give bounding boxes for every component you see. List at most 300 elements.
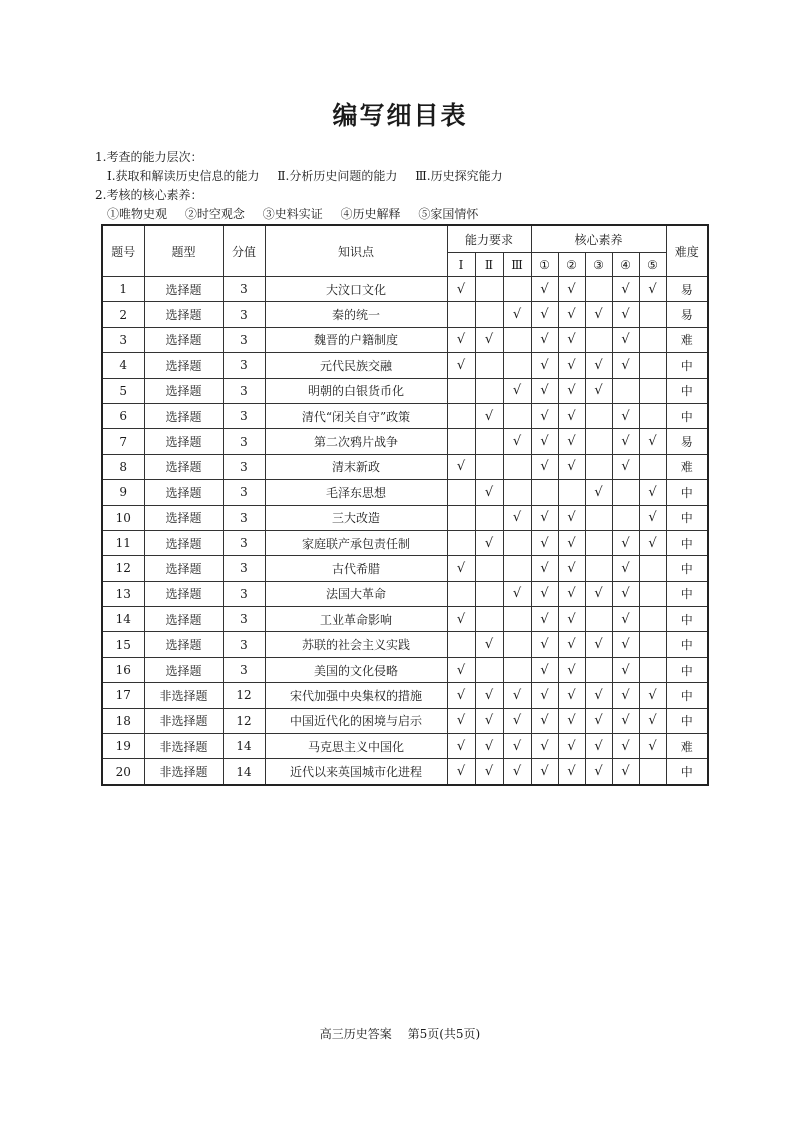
ability-2-cell: √ <box>475 403 503 428</box>
header-row <box>102 225 708 253</box>
difficulty-cell: 中 <box>666 657 708 682</box>
ability-level-item: Ⅱ.分析历史问题的能力 <box>277 169 398 183</box>
ability-3-cell <box>503 607 531 632</box>
question-type: 选择题 <box>144 556 223 581</box>
literacy-2-cell: √ <box>558 277 585 302</box>
core-literacy-item: ①唯物史观 <box>107 207 168 221</box>
difficulty-cell: 难 <box>666 327 708 352</box>
literacy-1-cell: √ <box>531 530 558 555</box>
knowledge-point: 美国的文化侵略 <box>265 657 447 682</box>
literacy-3-cell <box>585 530 612 555</box>
ability-2-cell <box>475 302 503 327</box>
literacy-5-cell <box>639 632 666 657</box>
question-type: 选择题 <box>144 632 223 657</box>
footer-subject: 高三历史答案 <box>319 1027 392 1041</box>
literacy-5-cell: √ <box>639 480 666 505</box>
literacy-2-cell: √ <box>558 632 585 657</box>
literacy-4-cell: √ <box>612 683 639 708</box>
literacy-5-cell <box>639 581 666 606</box>
header-ability: 能力要求 <box>447 225 531 253</box>
literacy-5-cell <box>639 403 666 428</box>
footer-page-number: 第5页(共5页) <box>407 1027 481 1041</box>
literacy-3-cell: √ <box>585 480 612 505</box>
header-no: 题号 <box>102 225 144 277</box>
ability-2-cell <box>475 277 503 302</box>
literacy-1-cell: √ <box>531 353 558 378</box>
literacy-2-cell: √ <box>558 302 585 327</box>
literacy-2-cell: √ <box>558 454 585 479</box>
literacy-2-cell: √ <box>558 759 585 785</box>
literacy-1-cell: √ <box>531 302 558 327</box>
ability-1-cell <box>447 378 475 403</box>
literacy-1-cell: √ <box>531 277 558 302</box>
literacy-5-cell: √ <box>639 708 666 733</box>
ability-3-cell <box>503 403 531 428</box>
question-number: 8 <box>102 454 144 479</box>
ability-1-cell <box>447 403 475 428</box>
literacy-1-cell: √ <box>531 403 558 428</box>
question-number: 4 <box>102 353 144 378</box>
question-number: 20 <box>102 759 144 785</box>
knowledge-point: 明朝的白银货币化 <box>265 378 447 403</box>
ability-1-cell <box>447 581 475 606</box>
difficulty-cell: 中 <box>666 632 708 657</box>
literacy-3-cell: √ <box>585 353 612 378</box>
table-row <box>102 277 708 302</box>
literacy-2-cell: √ <box>558 378 585 403</box>
literacy-2-cell: √ <box>558 657 585 682</box>
literacy-3-cell <box>585 607 612 632</box>
question-score: 3 <box>223 581 265 606</box>
question-number: 5 <box>102 378 144 403</box>
question-score: 3 <box>223 429 265 454</box>
question-score: 12 <box>223 708 265 733</box>
literacy-2-cell: √ <box>558 353 585 378</box>
table-row <box>102 429 708 454</box>
page-footer <box>0 1025 800 1042</box>
ability-3-cell <box>503 277 531 302</box>
ability-3-cell <box>503 327 531 352</box>
table-row <box>102 454 708 479</box>
question-score: 3 <box>223 378 265 403</box>
literacy-5-cell: √ <box>639 505 666 530</box>
question-score: 3 <box>223 454 265 479</box>
table-row <box>102 480 708 505</box>
ability-2-cell <box>475 556 503 581</box>
ability-2-cell <box>475 657 503 682</box>
literacy-4-cell: √ <box>612 403 639 428</box>
exam-notes <box>95 148 503 224</box>
ability-2-cell <box>475 353 503 378</box>
table-row <box>102 657 708 682</box>
ability-levels-list <box>95 167 503 186</box>
literacy-4-cell <box>612 378 639 403</box>
literacy-2-cell: √ <box>558 556 585 581</box>
ability-1-cell <box>447 480 475 505</box>
core-literacy-item: ⑤家国情怀 <box>418 207 479 221</box>
table-row <box>102 759 708 785</box>
literacy-3-cell: √ <box>585 302 612 327</box>
ability-2-cell <box>475 581 503 606</box>
question-number: 7 <box>102 429 144 454</box>
question-score: 3 <box>223 353 265 378</box>
ability-3-cell <box>503 353 531 378</box>
table-row <box>102 556 708 581</box>
question-type: 选择题 <box>144 505 223 530</box>
literacy-4-cell: √ <box>612 734 639 759</box>
literacy-2-cell <box>558 480 585 505</box>
table-row <box>102 353 708 378</box>
question-type: 选择题 <box>144 480 223 505</box>
difficulty-cell: 中 <box>666 607 708 632</box>
literacy-5-cell <box>639 607 666 632</box>
header-literacy-1: ① <box>531 253 558 277</box>
literacy-5-cell <box>639 302 666 327</box>
ability-2-cell <box>475 429 503 454</box>
question-score: 3 <box>223 403 265 428</box>
ability-3-cell: √ <box>503 734 531 759</box>
literacy-2-cell: √ <box>558 607 585 632</box>
ability-2-cell <box>475 607 503 632</box>
ability-3-cell: √ <box>503 378 531 403</box>
ability-1-cell: √ <box>447 734 475 759</box>
ability-3-cell <box>503 632 531 657</box>
ability-2-cell: √ <box>475 480 503 505</box>
header-ability-2: Ⅱ <box>475 253 503 277</box>
header-ability-3: Ⅲ <box>503 253 531 277</box>
literacy-4-cell: √ <box>612 302 639 327</box>
difficulty-cell: 中 <box>666 378 708 403</box>
literacy-3-cell: √ <box>585 734 612 759</box>
question-score: 3 <box>223 302 265 327</box>
question-type: 选择题 <box>144 277 223 302</box>
difficulty-cell: 中 <box>666 480 708 505</box>
ability-level-item: Ⅲ.历史探究能力 <box>415 169 503 183</box>
ability-2-cell: √ <box>475 632 503 657</box>
ability-3-cell: √ <box>503 581 531 606</box>
ability-2-cell: √ <box>475 708 503 733</box>
difficulty-cell: 中 <box>666 581 708 606</box>
question-type: 非选择题 <box>144 708 223 733</box>
ability-1-cell: √ <box>447 353 475 378</box>
literacy-3-cell <box>585 556 612 581</box>
literacy-5-cell <box>639 657 666 682</box>
question-score: 14 <box>223 734 265 759</box>
question-type: 非选择题 <box>144 759 223 785</box>
literacy-5-cell <box>639 378 666 403</box>
header-literacy-3: ③ <box>585 253 612 277</box>
literacy-1-cell: √ <box>531 429 558 454</box>
literacy-1-cell: √ <box>531 581 558 606</box>
knowledge-point: 清末新政 <box>265 454 447 479</box>
core-literacy-item: ②时空观念 <box>184 207 245 221</box>
question-number: 14 <box>102 607 144 632</box>
ability-3-cell <box>503 454 531 479</box>
question-type: 选择题 <box>144 607 223 632</box>
core-literacy-item: ④历史解释 <box>340 207 401 221</box>
difficulty-cell: 中 <box>666 505 708 530</box>
literacy-2-cell: √ <box>558 530 585 555</box>
knowledge-point: 中国近代化的困境与启示 <box>265 708 447 733</box>
ability-1-cell: √ <box>447 759 475 785</box>
ability-2-cell <box>475 505 503 530</box>
table-row <box>102 581 708 606</box>
literacy-4-cell: √ <box>612 657 639 682</box>
ability-1-cell: √ <box>447 327 475 352</box>
question-score: 3 <box>223 327 265 352</box>
knowledge-point: 工业革命影响 <box>265 607 447 632</box>
ability-2-cell: √ <box>475 683 503 708</box>
table-row <box>102 403 708 428</box>
difficulty-cell: 中 <box>666 353 708 378</box>
ability-3-cell <box>503 657 531 682</box>
literacy-4-cell: √ <box>612 353 639 378</box>
literacy-1-cell: √ <box>531 505 558 530</box>
core-literacy-heading: 2.考核的核心素养： <box>95 188 203 202</box>
header-difficulty: 难度 <box>666 225 708 277</box>
literacy-3-cell <box>585 657 612 682</box>
question-score: 3 <box>223 505 265 530</box>
ability-2-cell <box>475 378 503 403</box>
literacy-4-cell: √ <box>612 556 639 581</box>
literacy-3-cell <box>585 403 612 428</box>
question-number: 17 <box>102 683 144 708</box>
knowledge-point: 三大改造 <box>265 505 447 530</box>
ability-2-cell: √ <box>475 759 503 785</box>
question-number: 13 <box>102 581 144 606</box>
header-literacy: 核心素养 <box>531 225 666 253</box>
ability-3-cell: √ <box>503 429 531 454</box>
literacy-5-cell: √ <box>639 683 666 708</box>
literacy-3-cell: √ <box>585 378 612 403</box>
ability-3-cell: √ <box>503 708 531 733</box>
literacy-2-cell: √ <box>558 403 585 428</box>
question-type: 选择题 <box>144 581 223 606</box>
question-score: 3 <box>223 530 265 555</box>
question-score: 3 <box>223 607 265 632</box>
ability-3-cell: √ <box>503 683 531 708</box>
literacy-1-cell: √ <box>531 759 558 785</box>
question-score: 14 <box>223 759 265 785</box>
question-type: 选择题 <box>144 454 223 479</box>
ability-1-cell <box>447 530 475 555</box>
question-number: 6 <box>102 403 144 428</box>
ability-3-cell: √ <box>503 302 531 327</box>
knowledge-point: 毛泽东思想 <box>265 480 447 505</box>
knowledge-point: 家庭联产承包责任制 <box>265 530 447 555</box>
literacy-1-cell <box>531 480 558 505</box>
difficulty-cell: 中 <box>666 759 708 785</box>
literacy-1-cell: √ <box>531 607 558 632</box>
ability-1-cell <box>447 302 475 327</box>
ability-1-cell: √ <box>447 657 475 682</box>
literacy-1-cell: √ <box>531 734 558 759</box>
literacy-3-cell <box>585 429 612 454</box>
ability-3-cell: √ <box>503 505 531 530</box>
literacy-1-cell: √ <box>531 454 558 479</box>
literacy-5-cell <box>639 454 666 479</box>
question-number: 18 <box>102 708 144 733</box>
ability-1-cell <box>447 429 475 454</box>
knowledge-point: 宋代加强中央集权的措施 <box>265 683 447 708</box>
header-literacy-2: ② <box>558 253 585 277</box>
question-number: 16 <box>102 657 144 682</box>
question-score: 3 <box>223 277 265 302</box>
knowledge-point: 魏晋的户籍制度 <box>265 327 447 352</box>
header-literacy-5: ⑤ <box>639 253 666 277</box>
literacy-4-cell: √ <box>612 632 639 657</box>
ability-1-cell: √ <box>447 607 475 632</box>
literacy-2-cell: √ <box>558 683 585 708</box>
table-row <box>102 708 708 733</box>
difficulty-cell: 难 <box>666 454 708 479</box>
header-literacy-4: ④ <box>612 253 639 277</box>
difficulty-cell: 易 <box>666 302 708 327</box>
literacy-3-cell: √ <box>585 632 612 657</box>
literacy-5-cell: √ <box>639 734 666 759</box>
ability-3-cell <box>503 556 531 581</box>
question-score: 3 <box>223 556 265 581</box>
difficulty-cell: 易 <box>666 277 708 302</box>
literacy-2-cell: √ <box>558 505 585 530</box>
literacy-4-cell: √ <box>612 759 639 785</box>
question-type: 选择题 <box>144 403 223 428</box>
knowledge-point: 清代“闭关自守”政策 <box>265 403 447 428</box>
table-row <box>102 505 708 530</box>
literacy-5-cell <box>639 327 666 352</box>
header-ability-1: Ⅰ <box>447 253 475 277</box>
question-number: 3 <box>102 327 144 352</box>
ability-1-cell: √ <box>447 556 475 581</box>
question-number: 2 <box>102 302 144 327</box>
question-number: 12 <box>102 556 144 581</box>
question-score: 3 <box>223 480 265 505</box>
difficulty-cell: 难 <box>666 734 708 759</box>
header-score: 分值 <box>223 225 265 277</box>
question-score: 3 <box>223 632 265 657</box>
literacy-1-cell: √ <box>531 556 558 581</box>
core-literacy-item: ③史料实证 <box>262 207 323 221</box>
literacy-3-cell <box>585 277 612 302</box>
literacy-1-cell: √ <box>531 657 558 682</box>
ability-1-cell <box>447 505 475 530</box>
literacy-2-cell: √ <box>558 327 585 352</box>
literacy-4-cell <box>612 480 639 505</box>
literacy-3-cell: √ <box>585 759 612 785</box>
question-number: 1 <box>102 277 144 302</box>
question-type: 选择题 <box>144 353 223 378</box>
knowledge-point: 古代希腊 <box>265 556 447 581</box>
question-type: 选择题 <box>144 657 223 682</box>
literacy-3-cell <box>585 327 612 352</box>
difficulty-cell: 中 <box>666 708 708 733</box>
literacy-1-cell: √ <box>531 327 558 352</box>
question-type: 选择题 <box>144 378 223 403</box>
literacy-4-cell: √ <box>612 429 639 454</box>
ability-1-cell: √ <box>447 277 475 302</box>
question-type: 非选择题 <box>144 734 223 759</box>
ability-1-cell: √ <box>447 454 475 479</box>
question-number: 15 <box>102 632 144 657</box>
literacy-3-cell <box>585 454 612 479</box>
table-row <box>102 530 708 555</box>
ability-1-cell <box>447 632 475 657</box>
literacy-4-cell: √ <box>612 607 639 632</box>
table-row <box>102 734 708 759</box>
literacy-2-cell: √ <box>558 734 585 759</box>
table-row <box>102 607 708 632</box>
ability-1-cell: √ <box>447 683 475 708</box>
question-type: 非选择题 <box>144 683 223 708</box>
knowledge-point: 秦的统一 <box>265 302 447 327</box>
question-score: 3 <box>223 657 265 682</box>
literacy-4-cell: √ <box>612 327 639 352</box>
ability-3-cell <box>503 530 531 555</box>
difficulty-cell: 中 <box>666 556 708 581</box>
literacy-2-cell: √ <box>558 581 585 606</box>
literacy-4-cell: √ <box>612 454 639 479</box>
question-type: 选择题 <box>144 429 223 454</box>
question-type: 选择题 <box>144 530 223 555</box>
question-type: 选择题 <box>144 302 223 327</box>
knowledge-point: 近代以来英国城市化进程 <box>265 759 447 785</box>
question-number: 11 <box>102 530 144 555</box>
literacy-5-cell: √ <box>639 429 666 454</box>
question-number: 10 <box>102 505 144 530</box>
header-type: 题型 <box>144 225 223 277</box>
knowledge-point: 法国大革命 <box>265 581 447 606</box>
question-score: 12 <box>223 683 265 708</box>
literacy-4-cell: √ <box>612 708 639 733</box>
literacy-1-cell: √ <box>531 708 558 733</box>
question-type: 选择题 <box>144 327 223 352</box>
ability-1-cell: √ <box>447 708 475 733</box>
literacy-5-cell <box>639 353 666 378</box>
specification-table <box>101 224 709 786</box>
literacy-3-cell: √ <box>585 708 612 733</box>
literacy-4-cell: √ <box>612 277 639 302</box>
table-row <box>102 683 708 708</box>
literacy-1-cell: √ <box>531 378 558 403</box>
difficulty-cell: 中 <box>666 403 708 428</box>
ability-2-cell: √ <box>475 327 503 352</box>
literacy-4-cell: √ <box>612 530 639 555</box>
knowledge-point: 马克思主义中国化 <box>265 734 447 759</box>
literacy-5-cell: √ <box>639 530 666 555</box>
ability-level-item: Ⅰ.获取和解读历史信息的能力 <box>107 169 260 183</box>
literacy-2-cell: √ <box>558 429 585 454</box>
literacy-1-cell: √ <box>531 683 558 708</box>
difficulty-cell: 易 <box>666 429 708 454</box>
knowledge-point: 大汶口文化 <box>265 277 447 302</box>
difficulty-cell: 中 <box>666 530 708 555</box>
table-row <box>102 327 708 352</box>
core-literacy-list <box>95 205 503 224</box>
ability-2-cell: √ <box>475 734 503 759</box>
literacy-4-cell <box>612 505 639 530</box>
ability-3-cell <box>503 480 531 505</box>
ability-levels-heading: 1.考查的能力层次： <box>95 150 203 164</box>
table-body <box>102 277 708 785</box>
difficulty-cell: 中 <box>666 683 708 708</box>
literacy-5-cell: √ <box>639 277 666 302</box>
knowledge-point: 第二次鸦片战争 <box>265 429 447 454</box>
table-row <box>102 632 708 657</box>
question-number: 9 <box>102 480 144 505</box>
table-row <box>102 302 708 327</box>
literacy-4-cell: √ <box>612 581 639 606</box>
literacy-2-cell: √ <box>558 708 585 733</box>
